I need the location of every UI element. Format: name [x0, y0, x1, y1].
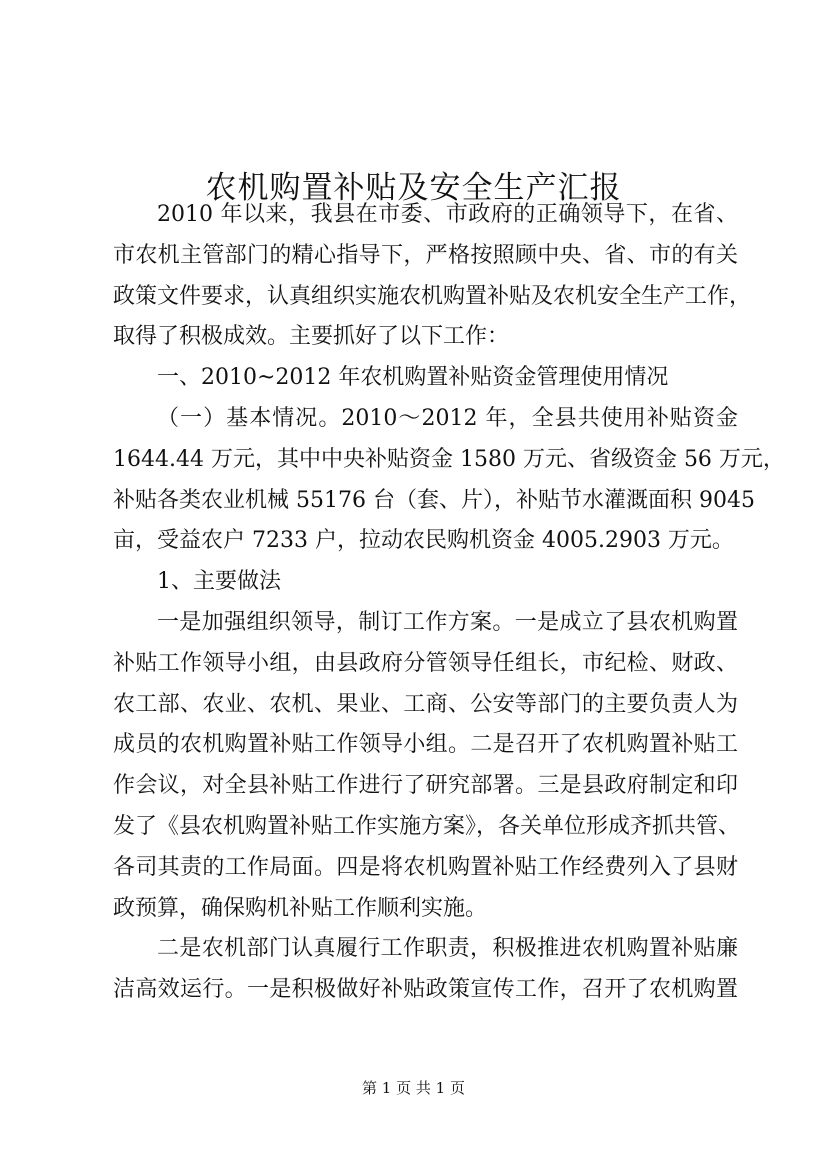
section-heading: 一、2010~2012 年农机购置补贴资金管理使用情况	[157, 365, 669, 391]
text-line: 作会议，对全县补贴工作进行了研究部署。三是县政府制定和印	[113, 773, 738, 799]
text-line: 农工部、农业、农机、果业、工商、公安等部门的主要负责人为	[113, 691, 738, 717]
text-line: 政预算，确保购机补贴工作顺利实施。	[113, 895, 488, 921]
page-footer: 第 1 页 共 1 页	[362, 1079, 465, 1097]
text-line: 补贴工作领导小组，由县政府分管领导任组长，市纪检、财政、	[113, 650, 738, 676]
text-line: 2010 年以来，我县在市委、市政府的正确领导下，在省、	[157, 202, 738, 227]
text-line: 各司其责的工作局面。四是将农机购置补贴工作经费列入了县财	[113, 854, 738, 880]
subsection-heading: 1、主要做法	[157, 569, 281, 595]
text-line: 洁高效运行。一是积极做好补贴政策宣传工作，召开了农机购置	[113, 977, 738, 1003]
text-line: 发了《县农机购置补贴工作实施方案》，各关单位形成齐抓共管、	[113, 813, 741, 839]
text-line: 取得了积极成效。主要抓好了以下工作：	[113, 324, 510, 350]
text-line: 成员的农机购置补贴工作领导小组。二是召开了农机购置补贴工	[113, 732, 738, 758]
text-line: （一）基本情况。2010～2012 年，全县共使用补贴资金	[157, 405, 738, 431]
text-line: 亩，受益农户 7233 户，拉动农民购机资金 4005.2903 万元。	[113, 528, 734, 554]
text-line: 二是农机部门认真履行工作职责，积极推进农机购置补贴廉	[157, 936, 738, 962]
text-line: 1644.44 万元，其中中央补贴资金 1580 万元、省级资金 56 万元，	[113, 446, 785, 472]
text-line: 一是加强组织领导，制订工作方案。一是成立了县农机购置	[157, 609, 738, 635]
text-line: 补贴各类农业机械 55176 台（套、片），补贴节水灌溉面积 9045	[113, 487, 755, 513]
text-line: 市农机主管部门的精心指导下，严格按照顾中央、省、市的有关	[113, 242, 738, 268]
text-line: 政策文件要求，认真组织实施农机购置补贴及农机安全生产工作，	[113, 283, 752, 309]
document-title: 农机购置补贴及安全生产汇报	[205, 169, 622, 206]
document-body	[113, 195, 785, 1011]
